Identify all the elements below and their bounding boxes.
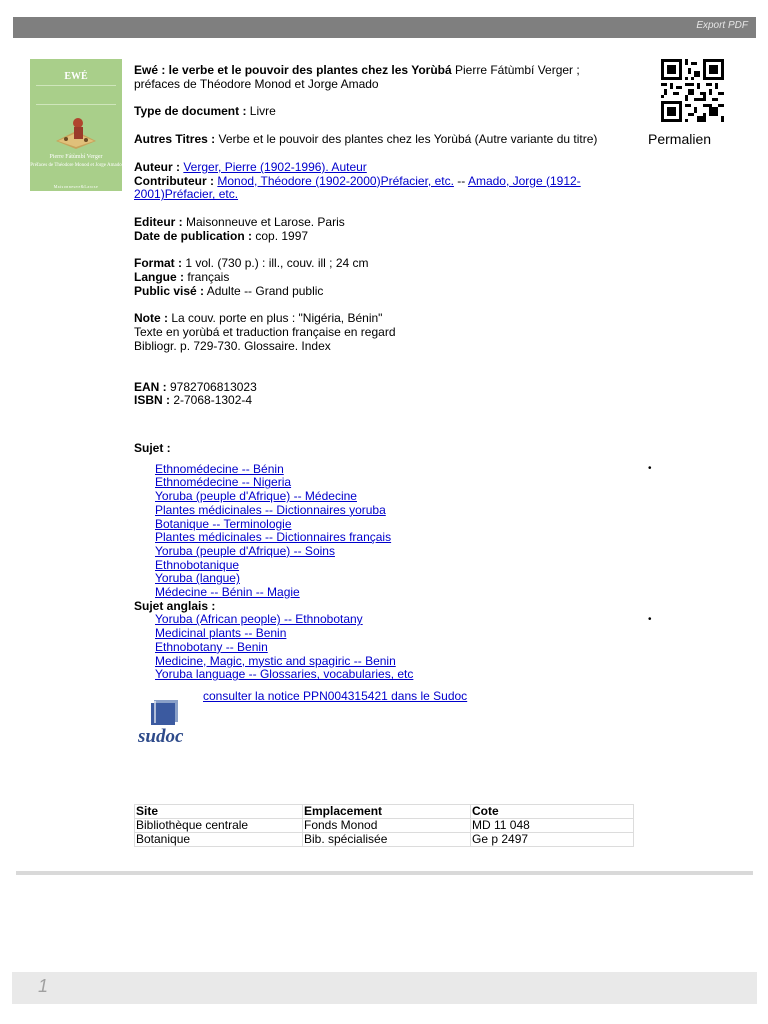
list-item bbox=[155, 641, 614, 655]
format-label: Format : bbox=[134, 256, 182, 271]
english-subject-link[interactable]: Medicine, Magic, mystic and spagiric -- Benin bbox=[155, 653, 396, 668]
table-row bbox=[135, 833, 634, 847]
english-subject-link[interactable]: Ethnobotany -- Benin bbox=[155, 639, 268, 654]
list-item bbox=[155, 463, 614, 477]
list-item bbox=[155, 668, 614, 682]
english-subject-link[interactable]: Yoruba (African people) -- Ethnobotany bbox=[155, 612, 363, 627]
subject-link[interactable]: Yoruba (peuple d'Afrique) -- Soins bbox=[155, 543, 335, 558]
english-subject-link[interactable]: Medicinal plants -- Benin bbox=[155, 626, 287, 641]
isbn-value: 2-7068-1302-4 bbox=[170, 393, 253, 408]
subject-link[interactable]: Plantes médicinales -- Dictionnaires yoruba bbox=[155, 502, 386, 517]
ean-value: 9782706813023 bbox=[166, 379, 257, 394]
subject-link[interactable]: Ethnobotanique bbox=[155, 557, 240, 572]
contributor-label: Contributeur : bbox=[134, 173, 214, 188]
cover-illustration bbox=[52, 111, 100, 151]
date-line bbox=[134, 230, 614, 244]
note-line bbox=[134, 312, 614, 326]
isbn-line bbox=[134, 394, 614, 408]
subject-link[interactable]: Plantes médicinales -- Dictionnaires français bbox=[155, 530, 392, 545]
export-pdf-label[interactable]: Export PDF bbox=[696, 20, 748, 31]
audience-value: Adulte -- Grand public bbox=[204, 283, 324, 298]
language-line bbox=[134, 271, 614, 285]
page-footer bbox=[12, 972, 757, 1004]
divider bbox=[16, 871, 753, 875]
list-item bbox=[155, 545, 614, 559]
doc-type-line bbox=[134, 105, 614, 119]
cover-subtitle-band bbox=[36, 85, 116, 105]
doc-type-label: Type de document : bbox=[134, 104, 247, 119]
author-link[interactable]: Verger, Pierre (1902-1996). Auteur bbox=[183, 159, 367, 174]
list-item bbox=[155, 490, 614, 504]
subjects-label: Sujet : bbox=[134, 441, 171, 455]
isbn-label: ISBN : bbox=[134, 393, 170, 408]
editor-label: Editeur : bbox=[134, 214, 183, 229]
record-responsibility: Pierre Fátùmbí Verger ; préfaces de Théodore Monod et Jorge Amado bbox=[134, 63, 580, 91]
note-line-2: Texte en yorùbá et traduction française en regard bbox=[134, 325, 396, 340]
doc-type-value: Livre bbox=[246, 104, 276, 119]
english-subject-link[interactable]: Yoruba language -- Glossaries, vocabularies, etc bbox=[155, 667, 414, 682]
list-item bbox=[155, 613, 614, 627]
sudoc-logo-text: sudoc bbox=[138, 726, 184, 746]
cell-call-number: Ge p 2497 bbox=[471, 833, 634, 847]
date-label: Date de publication : bbox=[134, 228, 253, 243]
list-item bbox=[155, 586, 614, 600]
editor-value: Maisonneuve et Larose. Paris bbox=[182, 214, 345, 229]
contributor-link-monod[interactable]: Monod, Théodore (1902-2000)Préfacier, etc. bbox=[217, 173, 454, 188]
cell-site: Bibliothèque centrale bbox=[135, 819, 303, 833]
ean-line bbox=[134, 381, 614, 395]
cover-preface: Préfaces de Théodore Monod et Jorge Amado bbox=[30, 163, 122, 168]
cover-title: EWÉ bbox=[64, 71, 88, 82]
subject-link[interactable]: Médecine -- Bénin -- Magie bbox=[155, 585, 300, 600]
subjects-list bbox=[134, 463, 614, 600]
date-value: cop. 1997 bbox=[252, 228, 309, 243]
list-item bbox=[155, 572, 614, 586]
column-header-site: Site bbox=[135, 805, 303, 819]
contributor-separator: -- bbox=[453, 173, 468, 188]
cover-publisher: Maisonneuve&Larose bbox=[53, 184, 99, 189]
subject-link[interactable]: Ethnomédecine -- Nigeria bbox=[155, 475, 292, 490]
record-title-line bbox=[134, 64, 614, 91]
note-label: Note : bbox=[134, 311, 168, 326]
ean-label: EAN : bbox=[134, 379, 167, 394]
other-titles-value: Verbe et le pouvoir des plantes chez les Yorùbá (Autre variante du titre) bbox=[215, 132, 598, 147]
sudoc-notice-link[interactable]: consulter la notice PPN004315421 dans le Sudoc bbox=[203, 689, 468, 703]
bullet-marker: • bbox=[648, 463, 652, 474]
subject-link[interactable]: Botanique -- Terminologie bbox=[155, 516, 292, 531]
list-item bbox=[155, 655, 614, 669]
note-line-3: Bibliogr. p. 729-730. Glossaire. Index bbox=[134, 338, 331, 353]
author-label: Auteur : bbox=[134, 159, 180, 174]
format-value: 1 vol. (730 p.) : ill., couv. ill ; 24 cm bbox=[182, 256, 369, 271]
list-item bbox=[155, 531, 614, 545]
cell-call-number: MD 11 048 bbox=[471, 819, 634, 833]
column-header-location: Emplacement bbox=[303, 805, 471, 819]
record-details bbox=[134, 64, 614, 408]
contributor-link-amado[interactable]: Amado, Jorge (1912-2001)Préfacier, etc. bbox=[134, 173, 581, 202]
permalink-label[interactable]: Permalien bbox=[648, 131, 712, 147]
subject-link[interactable]: Ethnomédecine -- Bénin bbox=[155, 461, 284, 476]
sudoc-logo-icon[interactable] bbox=[136, 696, 198, 746]
note-line-1: La couv. porte en plus : "Nigéria, Bénin" bbox=[168, 311, 383, 326]
english-subjects-label: Sujet anglais : bbox=[134, 598, 216, 613]
cover-author: Pierre Fátùmbí Verger bbox=[49, 154, 103, 160]
list-item bbox=[155, 518, 614, 532]
table-row bbox=[135, 819, 634, 833]
list-item bbox=[155, 504, 614, 518]
cell-location: Bib. spécialisée bbox=[303, 833, 471, 847]
language-value: français bbox=[184, 270, 230, 285]
language-label: Langue : bbox=[134, 270, 184, 285]
english-subjects-list bbox=[134, 613, 614, 682]
list-item bbox=[155, 476, 614, 490]
other-titles-label: Autres Titres : bbox=[134, 132, 216, 147]
cell-site: Botanique bbox=[135, 833, 303, 847]
holdings-table bbox=[134, 804, 634, 847]
contributor-line bbox=[134, 175, 614, 202]
list-item bbox=[155, 627, 614, 641]
format-line bbox=[134, 257, 614, 271]
audience-label: Public visé : bbox=[134, 283, 205, 298]
audience-line bbox=[134, 285, 614, 299]
table-header-row bbox=[135, 805, 634, 819]
author-line bbox=[134, 161, 614, 175]
list-item bbox=[155, 559, 614, 573]
column-header-call-number: Cote bbox=[471, 805, 634, 819]
record-title: Ewé : le verbe et le pouvoir des plantes chez les Yorùbá bbox=[134, 63, 452, 77]
top-bar bbox=[13, 17, 756, 38]
bullet-marker: • bbox=[648, 614, 652, 625]
subject-link[interactable]: Yoruba (langue) bbox=[155, 571, 240, 586]
book-cover-image bbox=[30, 59, 122, 191]
page-number: 1 bbox=[38, 976, 49, 996]
subject-link[interactable]: Yoruba (peuple d'Afrique) -- Médecine bbox=[155, 489, 357, 504]
subjects-section bbox=[134, 442, 614, 682]
cell-location: Fonds Monod bbox=[303, 819, 471, 833]
other-titles-line bbox=[134, 133, 614, 147]
editor-line bbox=[134, 216, 614, 230]
qr-code-icon[interactable] bbox=[661, 59, 724, 122]
